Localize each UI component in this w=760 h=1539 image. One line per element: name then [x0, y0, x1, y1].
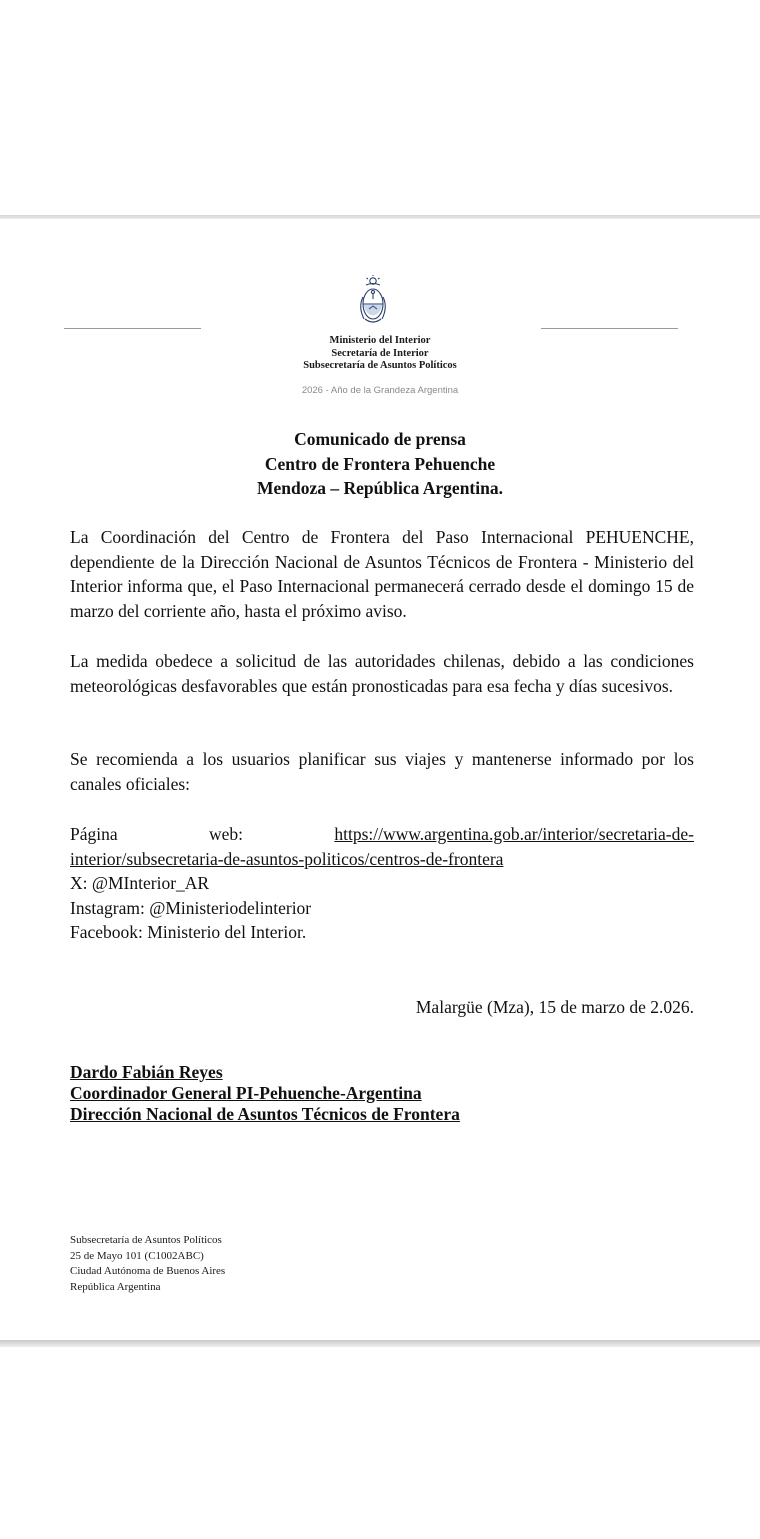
website-label-2: web: [209, 824, 244, 844]
place-and-date: Malargüe (Mza), 15 de marzo de 2.026. [415, 997, 694, 1017]
year-motto: 2026 - Año de la Grandeza Argentina [301, 385, 459, 396]
body-paragraph-1: La Coordinación del Centro de Frontera del Paso Internacional PEHUENCHE, dependiente de la Dirección Nacional de Asuntos Técnicos de Frontera - Ministerio del Interior informa que, el Paso Internacional permanecerá cerrado desde el domingo 15 de marzo del corriente año, hasta el próximo aviso. [70, 527, 694, 621]
official-channels [70, 822, 694, 945]
document-title [80, 427, 680, 501]
press-release-page [0, 219, 760, 1340]
website-link[interactable]: https://www.argentina.gob.ar/interior/secretaria-de- [334, 824, 694, 844]
website-label-1: Página [70, 824, 118, 844]
footer-line-1: Subsecretaría de Asuntos Políticos [70, 1234, 222, 1246]
header-divider-right [541, 328, 678, 329]
signatory-role: Coordinador General PI-Pehuenche-Argentina [70, 1083, 422, 1103]
signatory-office: Dirección Nacional de Asuntos Técnicos de Frontera [70, 1104, 460, 1124]
ministry-name: Ministerio del Interior [329, 335, 431, 346]
body-paragraph-3: Se recomienda a los usuarios planificar sus viajes y mantenerse informado por los canales oficiales: [70, 749, 694, 794]
website-link-continued[interactable]: interior/subsecretaria-de-asuntos-politicos/centros-de-frontera [70, 848, 504, 869]
title-line-3: Mendoza – República Argentina. [257, 478, 503, 498]
ministry-header [230, 335, 530, 373]
instagram-account: Instagram: @Ministeriodelinterior [70, 897, 312, 918]
x-account: X: @MInterior_AR [70, 873, 210, 893]
secretariat-name: Secretaría de Interior [331, 347, 429, 359]
footer-line-4: República Argentina [70, 1280, 161, 1293]
body-paragraph-2: La medida obedece a solicitud de las autoridades chilenas, debido a las condiciones meteorológicas desfavorables que están pronosticadas para esa fecha y días sucesivos. [70, 651, 694, 696]
header-divider-left [64, 328, 201, 329]
footer-address [70, 1233, 370, 1295]
page-bottom-edge [0, 1340, 760, 1347]
facebook-account: Facebook: Ministerio del Interior. [70, 922, 307, 942]
signatory-name: Dardo Fabián Reyes [70, 1062, 223, 1082]
title-line-2: Centro de Frontera Pehuenche [264, 453, 496, 474]
signature-block [70, 1062, 710, 1125]
footer-line-2: 25 de Mayo 101 (C1002ABC) [70, 1249, 204, 1262]
website-line [70, 822, 694, 847]
footer-line-3: Ciudad Autónoma de Buenos Aires [70, 1265, 226, 1277]
title-line-1: Comunicado de prensa [294, 429, 466, 449]
subsecretariat-name: Subsecretaría de Asuntos Políticos [303, 360, 457, 371]
coat-of-arms-icon [356, 275, 390, 335]
